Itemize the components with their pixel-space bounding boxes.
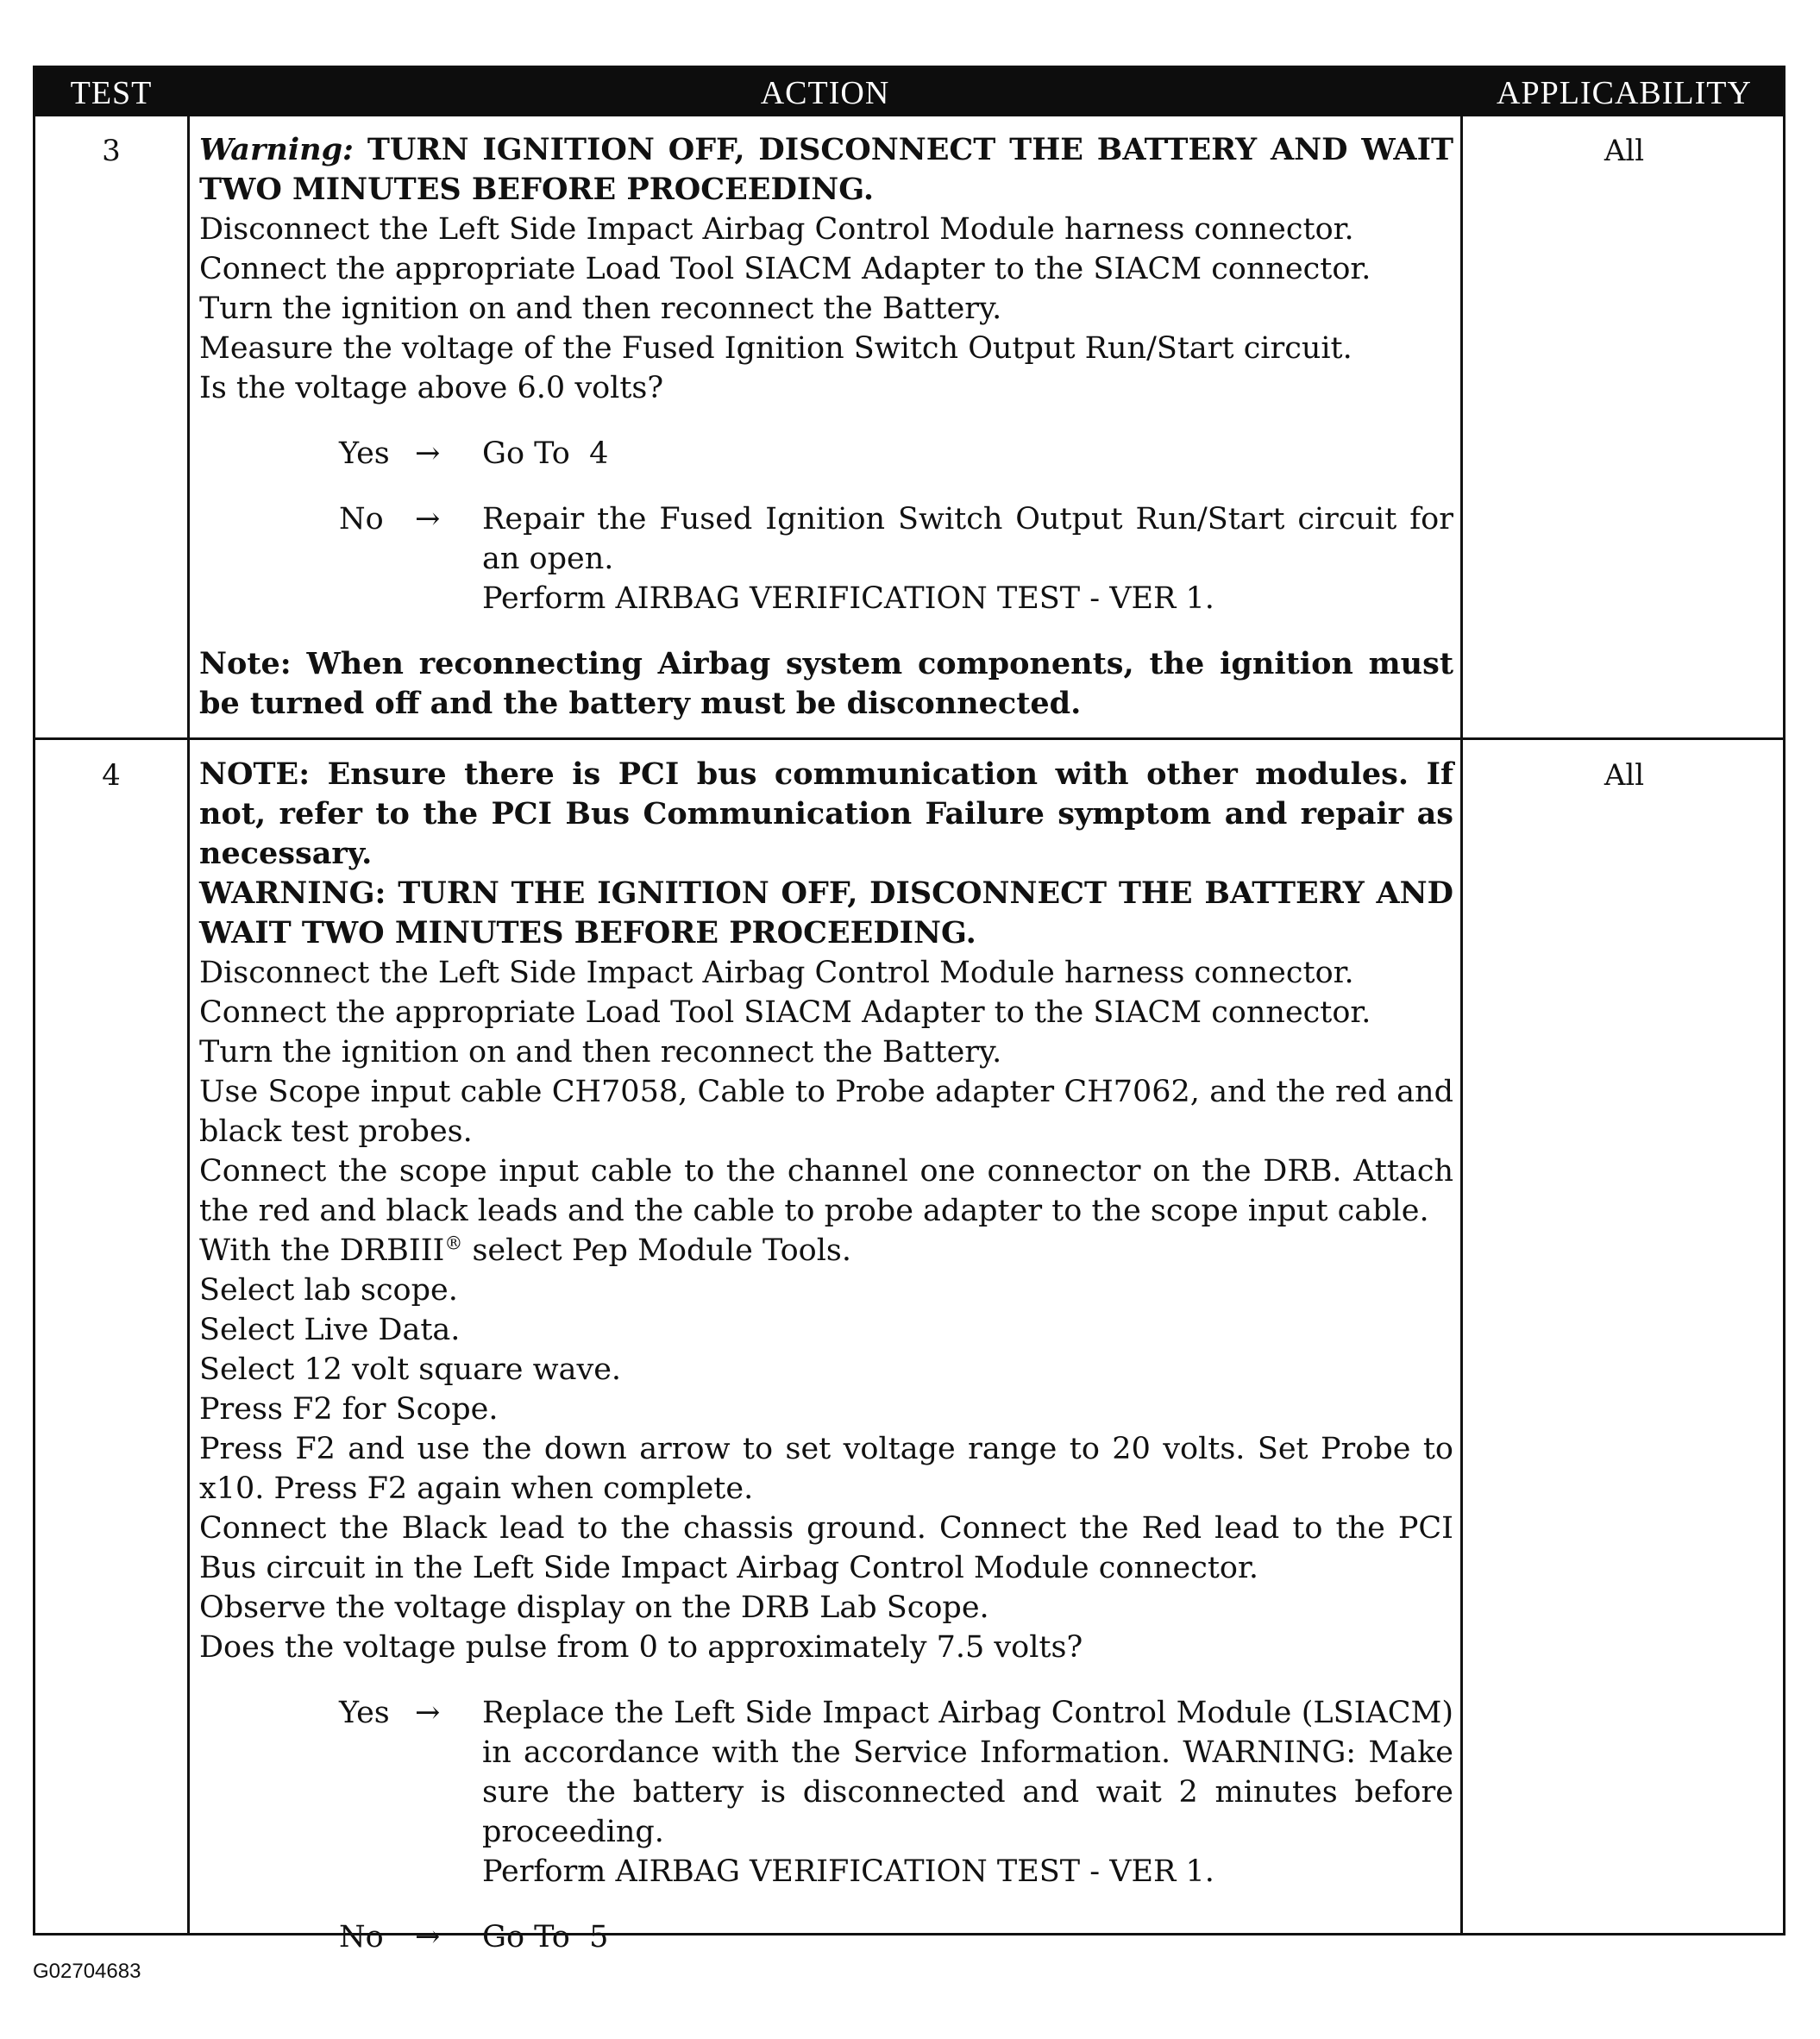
no-result: Perform AIRBAG VERIFICATION TEST - VER 1. (482, 581, 1214, 616)
step: Press F2 and use the down arrow to set voltage range to 20 volts. Set Probe to x10. Press F2 again when complete. (199, 1432, 1453, 1506)
no-label: No (339, 1920, 384, 1954)
step: Connect the scope input cable to the channel one connector on the DRB. Attach the red and black leads and the cable to probe adapter to the scope input cable. (199, 1154, 1453, 1228)
column-header-test: TEST (70, 75, 153, 111)
column-divider (187, 116, 190, 1933)
column-divider (1460, 116, 1463, 1933)
action-cell-test-3 (199, 130, 1453, 724)
question: Does the voltage pulse from 0 to approximately 7.5 volts? (199, 1630, 1083, 1665)
arrow-icon: → (415, 436, 441, 471)
arrow-icon: → (415, 1920, 441, 1954)
step: Select 12 volt square wave. (199, 1352, 622, 1387)
table-header (35, 68, 1783, 116)
note-text: Note: When reconnecting Airbag system components, the ignition must be turned off and the battery must be disconnected. (199, 646, 1453, 721)
warning-text: WARNING: TURN THE IGNITION OFF, DISCONNECT THE BATTERY AND WAIT TWO MINUTES BEFORE PROCEEDING. (199, 875, 1453, 950)
warning-prefix: Warning: (199, 132, 367, 167)
registered-mark: ® (444, 1233, 463, 1254)
step-text: select Pep Module Tools. (462, 1233, 852, 1268)
no-result: Repair the Fused Ignition Switch Output Run/Start circuit for an open. (482, 502, 1453, 576)
column-header-action: ACTION (760, 75, 890, 111)
step: Select lab scope. (199, 1273, 458, 1308)
step: Connect the Black lead to the chassis ground. Connect the Red lead to the PCI Bus circuit in the Left Side Impact Airbag Control Module connector. (199, 1511, 1453, 1585)
yes-result: Go To 4 (482, 436, 609, 471)
yes-result: Perform AIRBAG VERIFICATION TEST - VER 1. (482, 1854, 1214, 1889)
step: Measure the voltage of the Fused Ignition Switch Output Run/Start circuit. (199, 331, 1352, 366)
test-number: 4 (102, 758, 121, 793)
yes-branch (199, 434, 1453, 474)
step: Select Live Data. (199, 1313, 461, 1347)
question: Is the voltage above 6.0 volts? (199, 371, 664, 405)
action-cell-test-4 (199, 755, 1453, 1957)
step: Turn the ignition on and then reconnect the Battery. (199, 292, 1002, 326)
step: Use Scope input cable CH7058, Cable to Probe adapter CH7062, and the red and black test probes. (199, 1075, 1453, 1149)
arrow-icon: → (415, 1696, 441, 1730)
step: Connect the appropriate Load Tool SIACM Adapter to the SIACM connector. (199, 252, 1371, 286)
step: Disconnect the Left Side Impact Airbag Control Module harness connector. (199, 212, 1354, 247)
yes-label: Yes (339, 436, 390, 471)
warning-text (199, 130, 1453, 210)
no-label: No (339, 502, 384, 536)
step: Press F2 for Scope. (199, 1392, 499, 1427)
step (199, 1231, 1453, 1270)
step-text: With the DRBIII (199, 1233, 445, 1268)
yes-result: Replace the Left Side Impact Airbag Control Module (LSIACM) in accordance with the Service Information. WARNING: Make sure the battery is disconnected and wait 2 minutes before proceeding. (482, 1696, 1453, 1849)
applicability-value: All (1603, 758, 1645, 793)
figure-id: G02704683 (33, 1960, 141, 1983)
column-header-applicability: APPLICABILITY (1497, 75, 1752, 111)
procedure-table (33, 66, 1785, 1954)
warning-body: TURN IGNITION OFF, DISCONNECT THE BATTERY AND WAIT TWO MINUTES BEFORE PROCEEDING. (199, 132, 1453, 207)
no-result: Go To 5 (482, 1920, 609, 1954)
no-branch (199, 1917, 1453, 1957)
applicability-value: All (1603, 134, 1645, 168)
note-text: NOTE: Ensure there is PCI bus communication with other modules. If not, refer to the PCI Bus Communication Failure symptom and repair as necessary. (199, 756, 1453, 871)
step: Observe the voltage display on the DRB Lab Scope. (199, 1590, 989, 1625)
step: Disconnect the Left Side Impact Airbag Control Module harness connector. (199, 956, 1354, 990)
no-branch (199, 499, 1453, 618)
row-divider (35, 737, 1783, 740)
yes-label: Yes (339, 1696, 390, 1730)
step: Connect the appropriate Load Tool SIACM Adapter to the SIACM connector. (199, 995, 1371, 1030)
yes-branch (199, 1693, 1453, 1892)
test-number: 3 (102, 134, 121, 168)
step: Turn the ignition on and then reconnect the Battery. (199, 1035, 1002, 1070)
arrow-icon: → (415, 502, 441, 536)
